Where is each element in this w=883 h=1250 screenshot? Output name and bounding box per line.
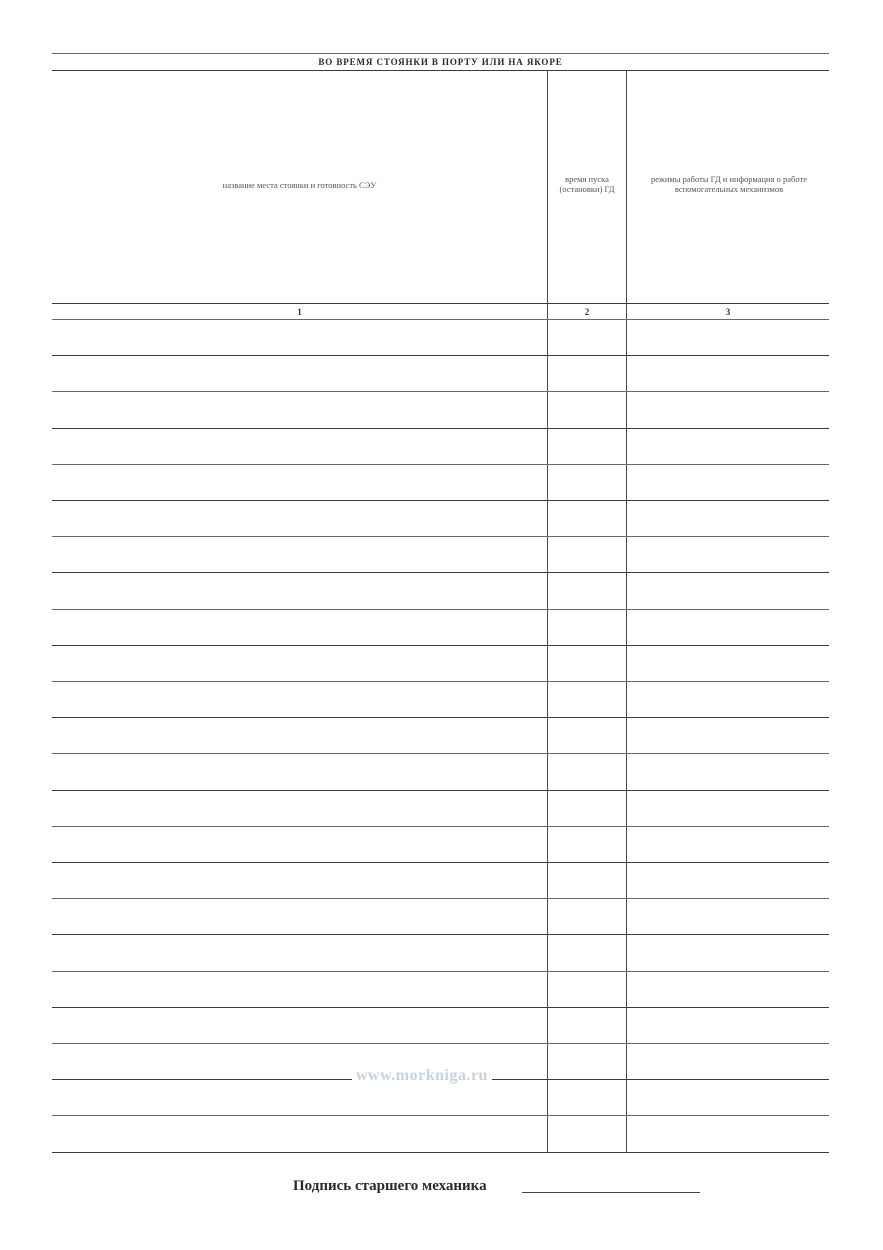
signature-label: Подпись старшего механика: [293, 1178, 487, 1194]
row-rule: [52, 898, 829, 899]
column-header-2: время пуска (остановки) ГД: [559, 174, 615, 194]
column-number-2: 2: [584, 307, 590, 317]
column-header-3: режимы работы ГД и информация о работе вспомогательных механизмов: [650, 174, 807, 194]
row-rule: [52, 753, 829, 754]
watermark: www.morkniga.ru: [352, 1067, 492, 1085]
row-rule: [52, 355, 829, 356]
row-rule: [52, 428, 829, 429]
row-rule: [52, 1007, 829, 1008]
top-rule: [52, 53, 829, 54]
row-rule: [52, 971, 829, 972]
row-rule: [52, 681, 829, 682]
number-row-rule: [52, 319, 829, 320]
row-rule: [52, 464, 829, 465]
section-title: ВО ВРЕМЯ СТОЯНКИ В ПОРТУ ИЛИ НА ЯКОРЕ: [318, 57, 563, 67]
table-bottom-rule: [52, 1152, 829, 1153]
row-rule: [52, 645, 829, 646]
row-rule: [52, 790, 829, 791]
row-rule: [52, 536, 829, 537]
header-top-rule: [52, 70, 829, 71]
row-rule: [52, 1115, 829, 1116]
column-divider-2: [626, 70, 627, 1152]
row-rule: [52, 572, 829, 573]
header-bottom-rule: [52, 303, 829, 304]
column-number-3: 3: [725, 307, 731, 317]
row-rule: [52, 391, 829, 392]
signature-line[interactable]: [522, 1192, 700, 1193]
row-rule: [52, 1043, 829, 1044]
row-rule: [52, 500, 829, 501]
column-number-1: 1: [297, 307, 302, 317]
column-header-1: название места стоянки и готовность СЭУ: [222, 180, 377, 190]
row-rule: [52, 717, 829, 718]
column-divider-1: [547, 70, 548, 1152]
row-rule: [52, 609, 829, 610]
row-rule: [52, 862, 829, 863]
row-rule: [52, 934, 829, 935]
row-rule: [52, 826, 829, 827]
